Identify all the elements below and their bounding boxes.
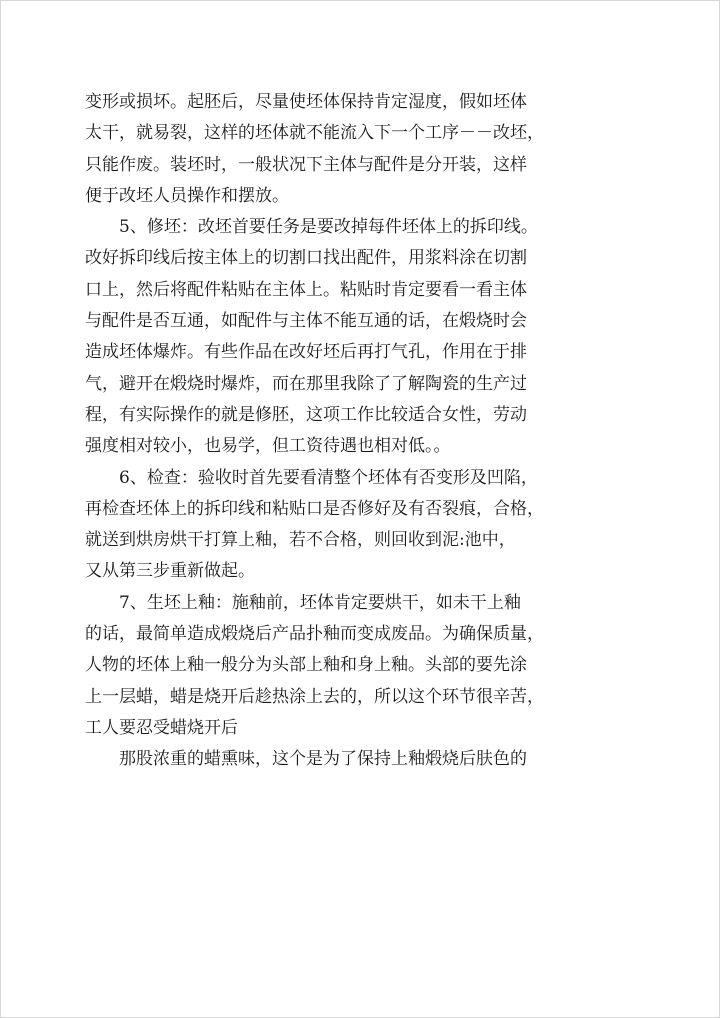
paragraph-5 xyxy=(85,744,617,775)
text-line: 强度相对较小，也易学，但工资待遇也相对低。。 xyxy=(85,436,451,457)
text-line: 造成坯体爆炸。有些作品在改好坯后再打气孔，作用在于排 xyxy=(85,342,527,363)
text-line: 7、生坯上釉：施釉前，坯体肯定要烘干，如未干上釉 xyxy=(119,592,521,613)
paragraph-1 xyxy=(85,87,617,212)
document-body xyxy=(85,87,617,776)
text-line: 与配件是否互通，如配件与主体不能互通的话，在煅烧时会 xyxy=(85,311,527,332)
text-line: 的话，最简单造成煅烧后产品扑釉而变成废品。为确保质量， xyxy=(85,624,544,645)
text-line: 太干，就易裂，这样的坯体就不能流入下一个工序－－改坯， xyxy=(85,123,544,144)
text-line: 再检查坯体上的拆印线和粘贴口是否修好及有否裂痕，合格， xyxy=(85,498,544,519)
text-line: 又从第三步重新做起。 xyxy=(85,561,255,582)
paragraph-3 xyxy=(85,463,617,588)
text-line: 6、检查：验收时首先要看清整个坯体有否变形及凹陷， xyxy=(119,467,538,488)
text-line: 改好拆印线后按主体上的切割口找出配件，用浆料涂在切割 xyxy=(85,248,527,269)
text-line: 上一层蜡，蜡是烧开后趁热涂上去的，所以这个环节很辛苦， xyxy=(85,686,544,707)
paragraph-4 xyxy=(85,588,617,744)
text-line: 工人要忍受蜡烧开后 xyxy=(85,717,238,738)
text-line: 只能作废。装坯时，一般状况下主体与配件是分开装，这样 xyxy=(85,154,527,175)
text-line: 5、修坯：改坯首要任务是要改掉每件坯体上的拆印线。 xyxy=(119,217,538,238)
text-line: 变形或损坏。起胚后，尽量使坯体保持肯定湿度，假如坯体 xyxy=(85,92,527,112)
text-line: 人物的坯体上釉一般分为头部上釉和身上釉。头部的要先涂 xyxy=(85,655,527,676)
text-line: 程，有实际操作的就是修胚，这项工作比较适合女性，劳动 xyxy=(85,404,527,425)
paragraph-2 xyxy=(85,212,617,462)
text-line: 便于改坯人员操作和摆放。 xyxy=(85,185,289,206)
text-line: 气，避开在煅烧时爆炸，而在那里我除了了解陶瓷的生产过 xyxy=(85,373,527,394)
text-line: 口上，然后将配件粘贴在主体上。粘贴时肯定要看一看主体 xyxy=(85,279,527,300)
text-line: 就送到烘房烘干打算上釉，若不合格，则回收到泥:池中， xyxy=(85,530,516,551)
text-line: 那股浓重的蜡熏味，这个是为了保持上釉煅烧后肤色的 xyxy=(119,749,527,770)
